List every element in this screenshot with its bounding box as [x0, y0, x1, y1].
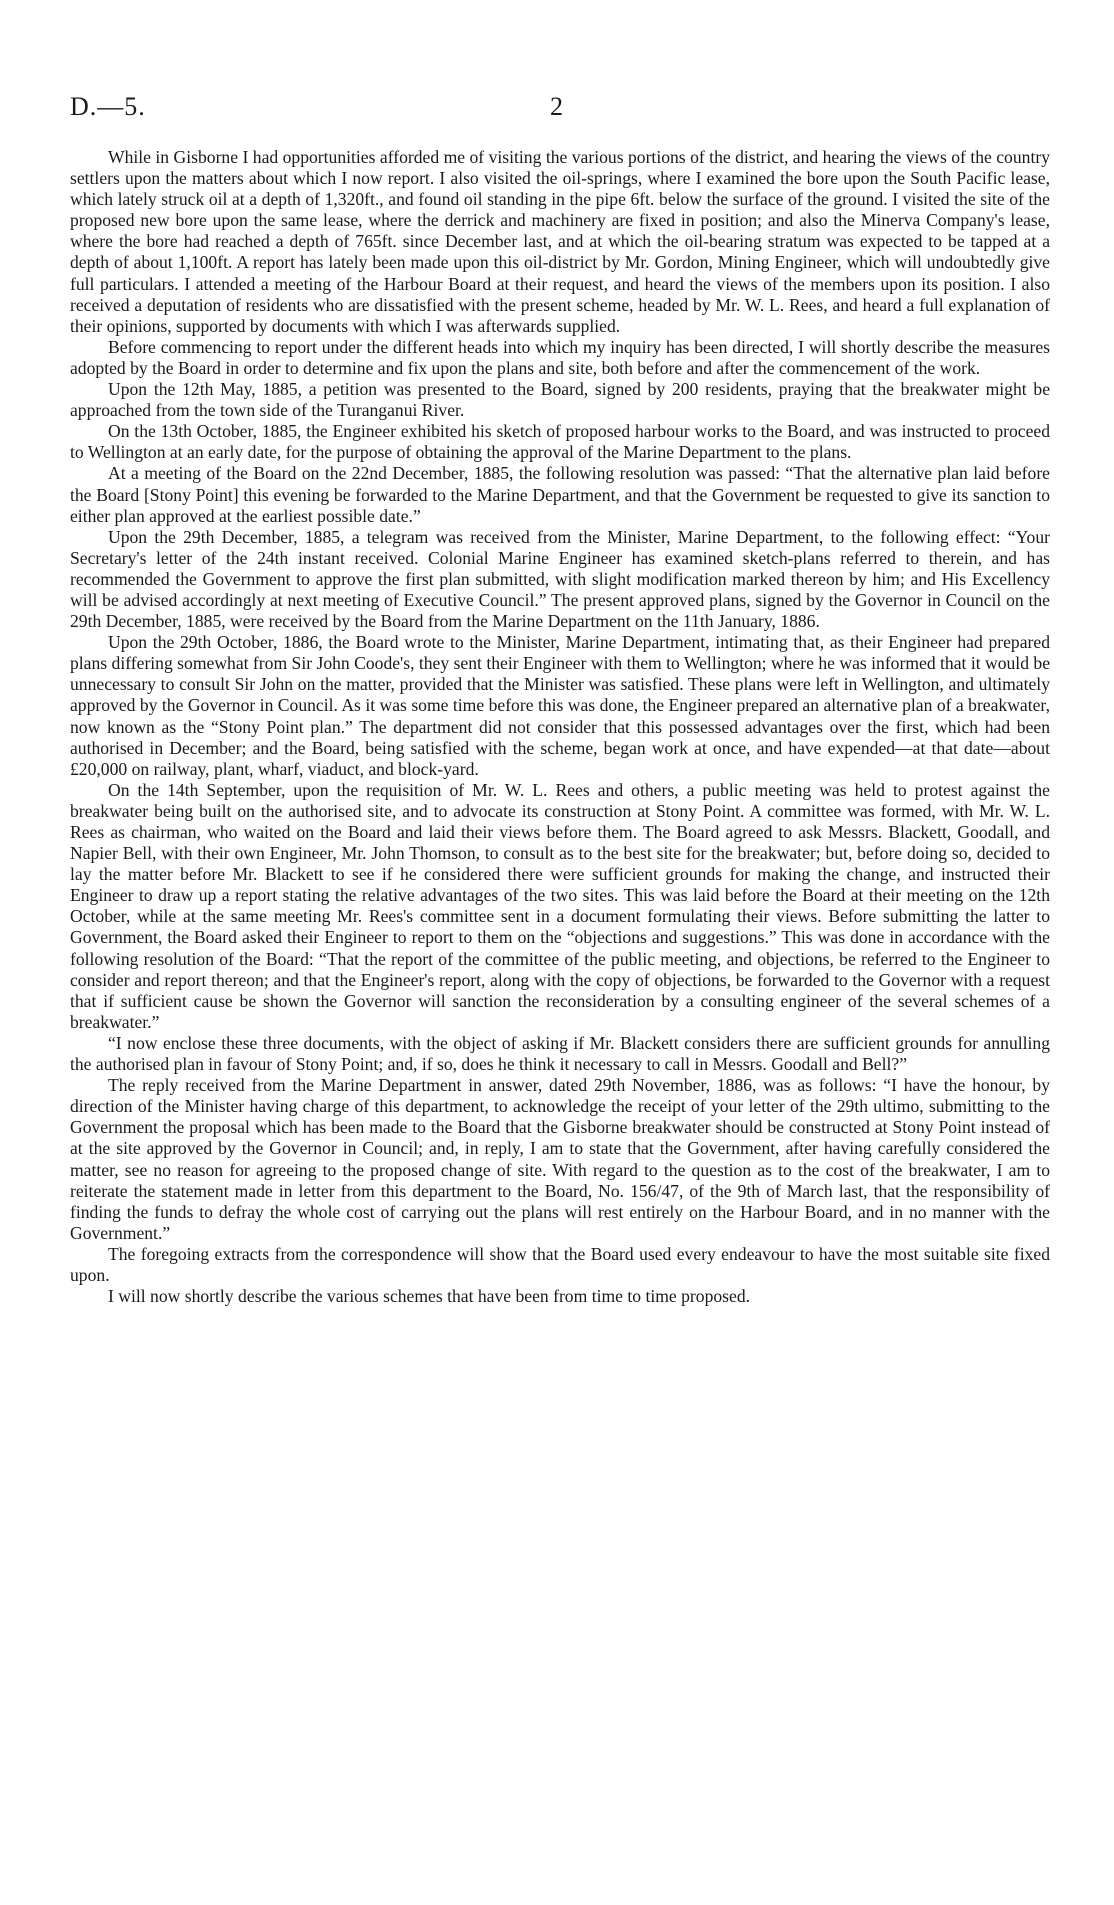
- paragraph-extracts-summary: The foregoing extracts from the correspondence will show that the Board used every endeavour to have the most suitable site fixed upon.: [70, 1243, 1050, 1285]
- document-reference: D.—5.: [70, 92, 146, 121]
- paragraph-enclosure-quote: “I now enclose these three documents, with the object of asking if Mr. Blackett considers there are sufficient grounds for annulling the authorised plan in favour of Stony Point; and, if so, does he think it necessary to call in Messrs. Goodall and Bell?”: [70, 1032, 1050, 1075]
- paragraph-october-letter: Upon the 29th October, 1886, the Board wrote to the Minister, Marine Department, intimating that, as their Engineer had prepared plans differing somewhat from Sir John Coode's, they sent their Engineer with them to Wellington; where he was informed that it would be unnecessary to consult Sir John on the matter, provided that the Minister was satisfied. These plans were left in Wellington, and ultimately approved by the Governor in Council. As it was some time before this was done, the Engineer prepared an alternative plan of a breakwater, now known as the “Stony Point plan.” The department did not consider that this possessed advantages over the first, which had been authorised in December; and the Board, being satisfied with the scheme, began work at once, and have expended—at that date—about £20,000 on railway, plant, wharf, viaduct, and block-yard.: [70, 632, 1050, 779]
- page-number: 2: [550, 92, 563, 121]
- paragraph-marine-reply: The reply received from the Marine Department in answer, dated 29th November, 1886, was as follows: “I have the honour, by direction of the Minister having charge of this department, to acknowledge the receipt of your letter of the 29th ultimo, submitting to the Government the proposal which has been made to the Board that the Gisborne breakwater should be constructed at Stony Point instead of at the site approved by the Governor in Council; and, in reply, I am to state that the Government, after having carefully considered the matter, see no reason for agreeing to the proposed change of site. With regard to the question as to the cost of the breakwater, I am to reiterate the statement made in letter from this department to the Board, No. 156/47, of the 9th of March last, that the responsibility of finding the funds to defray the whole cost of carrying out the plans will rest entirely on the Harbour Board, and in no manner with the Government.”: [70, 1075, 1050, 1243]
- paragraph-public-meeting: On the 14th September, upon the requisition of Mr. W. L. Rees and others, a public meeting was held to protest against the breakwater being built on the authorised site, and to advocate its construction at Stony Point. A committee was formed, with Mr. W. L. Rees as chairman, who waited on the Board and laid their views before them. The Board agreed to ask Messrs. Blackett, Goodall, and Napier Bell, with their own Engineer, Mr. John Thomson, to consult as to the best site for the breakwater; but, before doing so, decided to lay the matter before Mr. Blackett to see if he considered there were sufficient grounds for making the change, and instructed their Engineer to draw up a report stating the relative advantages of the two sites. This was laid before the Board at their meeting on the 12th October, while at the same meeting Mr. Rees's committee sent in a document formulating their views. Before submitting the latter to Government, the Board asked their Engineer to report to them on the “objections and suggestions.” This was done in accordance with the following resolution of the Board: “That the report of the committee of the public meeting, and objections, be referred to the Engineer to consider and report thereon; and that the Engineer's report, along with the copy of objections, be forwarded to the Governor with a request that if sufficient cause be shown the Governor will sanction the reconsideration by a consulting engineer of the several schemes of a breakwater.”: [70, 779, 1050, 1032]
- report-body: [70, 147, 1050, 1307]
- paragraph-board-resolution: At a meeting of the Board on the 22nd December, 1885, the following resolution was passed: “That the alternative plan laid before the Board [Stony Point] this evening be forwarded to the Marine Department, and that the Government be requested to give its sanction to either plan approved at the earliest possible date.”: [70, 463, 1050, 526]
- paragraph-petition: Upon the 12th May, 1885, a petition was presented to the Board, signed by 200 residents, praying that the breakwater might be approached from the town side of the Turanganui River.: [70, 379, 1050, 421]
- paragraph-gisborne-visit: While in Gisborne I had opportunities afforded me of visiting the various portions of the district, and hearing the views of the country settlers upon the matters about which I now report. I also visited the oil-springs, where I examined the bore upon the South Pacific lease, which lately struck oil at a depth of 1,320ft., and found oil standing in the pipe 6ft. below the surface of the ground. I visited the site of the proposed new bore upon the same lease, where the derrick and machinery are fixed in position; and also the Minerva Company's lease, where the bore had reached a depth of 765ft. since December last, and at which the oil-bearing stratum was expected to be tapped at a depth of about 1,100ft. A report has lately been made upon this oil-district by Mr. Gordon, Mining Engineer, which will undoubtedly give full particulars. I attended a meeting of the Harbour Board at their request, and heard the views of the members upon its position. I also received a deputation of residents who are dissatisfied with the present scheme, headed by Mr. W. L. Rees, and heard a full explanation of their opinions, supported by documents with which I was afterwards supplied.: [70, 147, 1050, 336]
- paragraph-schemes-intro: I will now shortly describe the various schemes that have been from time to time proposed.: [108, 1286, 751, 1307]
- paragraph-engineer-sketch: On the 13th October, 1885, the Engineer exhibited his sketch of proposed harbour works to the Board, and was instructed to proceed to Wellington at an early date, for the purpose of obtaining the approval of the Marine Department to the plans.: [70, 421, 1050, 463]
- paragraph-measures-intro: Before commencing to report under the different heads into which my inquiry has been directed, I will shortly describe the measures adopted by the Board in order to determine and fix upon the plans and site, both before and after the commencement of the work.: [70, 336, 1050, 378]
- paragraph-telegram: Upon the 29th December, 1885, a telegram was received from the Minister, Marine Department, to the following effect: “Your Secretary's letter of the 24th instant received. Colonial Marine Engineer has examined sketch-plans referred to therein, and has recommended the Government to approve the first plan submitted, with slight modification marked thereon by him; and His Excellency will be advised accordingly at next meeting of Executive Council.” The present approved plans, signed by the Governor in Council on the 29th December, 1885, were received by the Board from the Marine Department on the 11th January, 1886.: [70, 526, 1050, 632]
